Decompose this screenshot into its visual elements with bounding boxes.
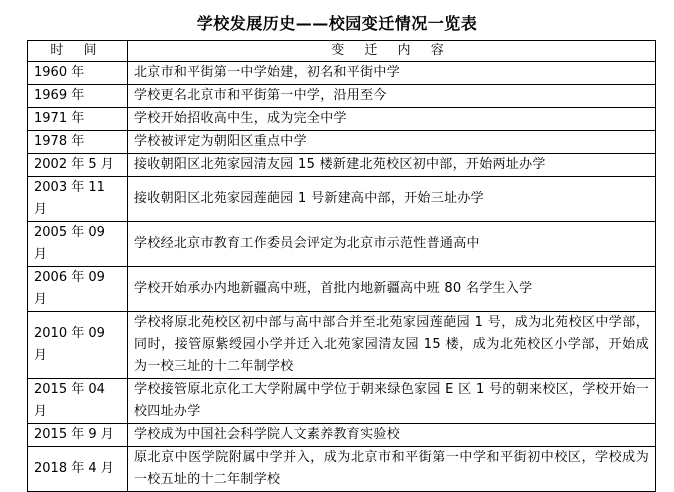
row-time: 2015 年 9 月 xyxy=(28,424,128,447)
table-row xyxy=(28,62,656,85)
row-content: 学校接管原北京化工大学附属中学位于朝来绿色家园 E 区 1 号的朝来校区，学校开始一校四址办学 xyxy=(128,379,656,424)
table-row xyxy=(28,424,656,447)
history-table xyxy=(27,40,656,492)
table-row xyxy=(28,379,656,424)
row-time: 2005 年 09 月 xyxy=(28,222,128,267)
table-row xyxy=(28,267,656,312)
row-time: 1969 年 xyxy=(28,85,128,108)
row-content: 接收朝阳区北苑家园清友园 15 楼新建北苑校区初中部，开始两址办学 xyxy=(128,154,656,177)
row-time: 2003 年 11 月 xyxy=(28,177,128,222)
table-header-row xyxy=(28,41,656,62)
row-content: 学校经北京市教育工作委员会评定为北京市示范性普通高中 xyxy=(128,222,656,267)
header-content: 变 迁 内 容 xyxy=(128,41,656,62)
row-time: 2006 年 09 月 xyxy=(28,267,128,312)
table-row xyxy=(28,108,656,131)
table-row xyxy=(28,447,656,492)
table-row xyxy=(28,222,656,267)
row-time: 1971 年 xyxy=(28,108,128,131)
row-content: 学校开始承办内地新疆高中班，首批内地新疆高中班 80 名学生入学 xyxy=(128,267,656,312)
table-row xyxy=(28,312,656,379)
header-time: 时 间 xyxy=(28,41,128,62)
row-time: 2018 年 4 月 xyxy=(28,447,128,492)
row-content: 学校被评定为朝阳区重点中学 xyxy=(128,131,656,154)
row-content: 接收朝阳区北苑家园莲葩园 1 号新建高中部，开始三址办学 xyxy=(128,177,656,222)
table-row xyxy=(28,85,656,108)
row-content: 学校将原北苑校区初中部与高中部合并至北苑家园莲葩园 1 号，成为北苑校区中学部，同时，接管原紫绶园小学并迁入北苑家园清友园 15 楼，成为北苑校区小学部，开始成为一校三址的十二年制学校 xyxy=(128,312,656,379)
row-time: 2015 年 04 月 xyxy=(28,379,128,424)
table-row xyxy=(28,131,656,154)
row-time: 1978 年 xyxy=(28,131,128,154)
row-content: 原北京中医学院附属中学并入，成为北京市和平街第一中学和平街初中校区，学校成为一校五址的十二年制学校 xyxy=(128,447,656,492)
document-title: 学校发展历史——校园变迁情况一览表 xyxy=(196,14,478,33)
row-content: 学校成为中国社会科学院人文素养教育实验校 xyxy=(128,424,656,447)
row-content: 学校开始招收高中生，成为完全中学 xyxy=(128,108,656,131)
row-content: 学校更名北京市和平街第一中学，沿用至今 xyxy=(128,85,656,108)
row-time: 2010 年 09 月 xyxy=(28,312,128,379)
table-row xyxy=(28,177,656,222)
row-time: 1960 年 xyxy=(28,62,128,85)
row-content: 北京市和平街第一中学始建，初名和平街中学 xyxy=(128,62,656,85)
table-row xyxy=(28,154,656,177)
row-time: 2002 年 5 月 xyxy=(28,154,128,177)
